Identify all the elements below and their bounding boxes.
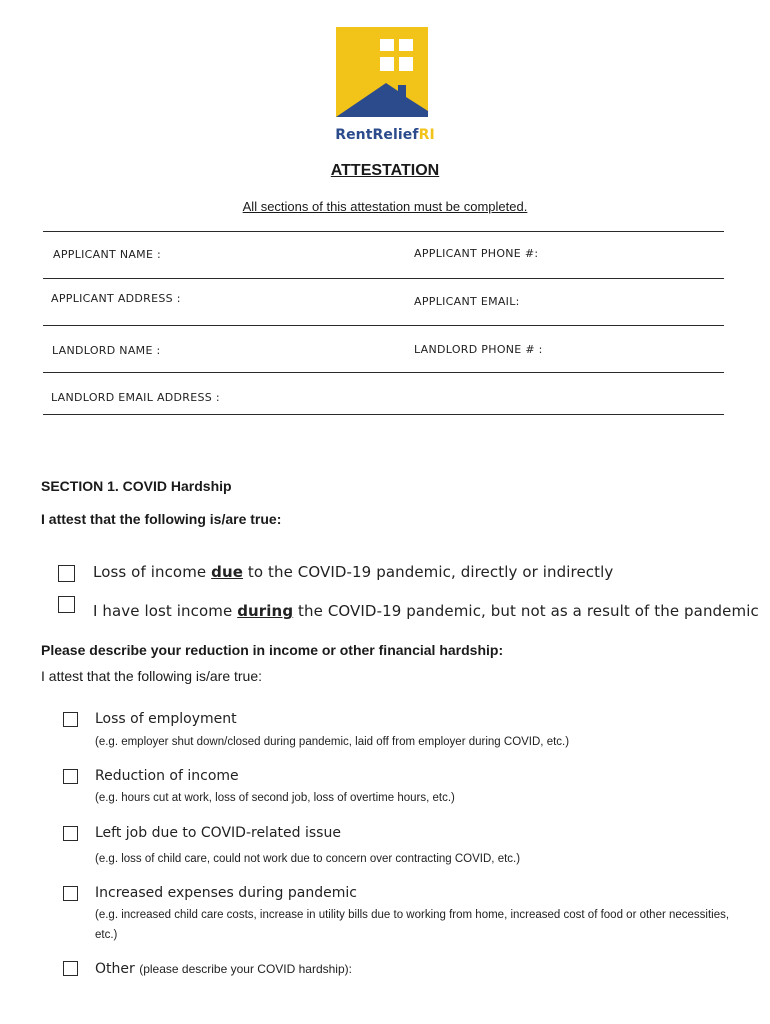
divider: [43, 414, 724, 415]
applicant-email-field[interactable]: APPLICANT EMAIL:: [414, 295, 520, 308]
other-hardship-item: [95, 961, 352, 977]
loss-of-employment-checkbox[interactable]: [63, 712, 78, 727]
divider: [43, 325, 724, 326]
option-emphasis: during: [237, 602, 294, 620]
left-job-checkbox[interactable]: [63, 826, 78, 841]
applicant-phone-field[interactable]: APPLICANT PHONE #:: [414, 247, 539, 260]
divider: [43, 372, 724, 373]
left-job-note: (e.g. loss of child care, could not work due to concern over contracting COVID, etc.): [95, 853, 521, 865]
page-title: ATTESTATION: [330, 162, 440, 179]
landlord-name-field[interactable]: LANDLORD NAME :: [52, 344, 161, 357]
income-due-option: [93, 563, 613, 581]
brand-name-main: RentRelief: [335, 127, 419, 143]
income-during-option: [93, 602, 759, 620]
brand-name-accent: RI: [418, 127, 435, 143]
income-during-checkbox[interactable]: [58, 596, 75, 613]
reduction-of-income-label: Reduction of income: [95, 768, 239, 784]
attest-statement: I attest that the following is/are true:: [41, 511, 282, 527]
other-hardship-checkbox[interactable]: [63, 961, 78, 976]
brand-name: [0, 127, 770, 143]
option-text: Loss of income: [93, 563, 212, 581]
other-hardship-note: (please describe your COVID hardship):: [139, 962, 352, 976]
other-hardship-label: Other: [95, 961, 135, 977]
divider: [43, 278, 724, 279]
landlord-email-field[interactable]: LANDLORD EMAIL ADDRESS :: [51, 391, 220, 404]
option-emphasis: due: [211, 563, 243, 581]
applicant-name-field[interactable]: APPLICANT NAME :: [53, 248, 162, 261]
increased-expenses-label: Increased expenses during pandemic: [95, 885, 357, 901]
loss-of-employment-label: Loss of employment: [95, 711, 237, 727]
left-job-label: Left job due to COVID-related issue: [95, 825, 341, 841]
divider: [43, 231, 724, 232]
applicant-address-field[interactable]: APPLICANT ADDRESS :: [51, 292, 181, 305]
page-subtitle: All sections of this attestation must be completed.: [242, 199, 528, 214]
landlord-phone-field[interactable]: LANDLORD PHONE # :: [414, 343, 543, 356]
option-text: the COVID-19 pandemic, but not as a result of the pandemic: [293, 602, 759, 620]
describe-prompt: Please describe your reduction in income or other financial hardship:: [41, 642, 504, 658]
increased-expenses-note: (e.g. increased child care costs, increase in utility bills due to working from home, increased cost of food or other necessities, etc.): [95, 909, 730, 941]
loss-of-employment-note: (e.g. employer shut down/closed during pandemic, laid off from employer during COVID, etc.): [95, 736, 570, 748]
increased-expenses-checkbox[interactable]: [63, 886, 78, 901]
reduction-of-income-checkbox[interactable]: [63, 769, 78, 784]
reduction-of-income-note: (e.g. hours cut at work, loss of second job, loss of overtime hours, etc.): [95, 792, 455, 804]
section-1-title: SECTION 1. COVID Hardship: [41, 478, 232, 494]
option-text: I have lost income: [93, 602, 238, 620]
house-logo-icon: [336, 27, 432, 119]
rentrelief-logo: [336, 27, 432, 119]
option-text: to the COVID-19 pandemic, directly or indirectly: [243, 563, 614, 581]
income-due-checkbox[interactable]: [58, 565, 75, 582]
attest-statement-plain: I attest that the following is/are true:: [41, 668, 263, 684]
